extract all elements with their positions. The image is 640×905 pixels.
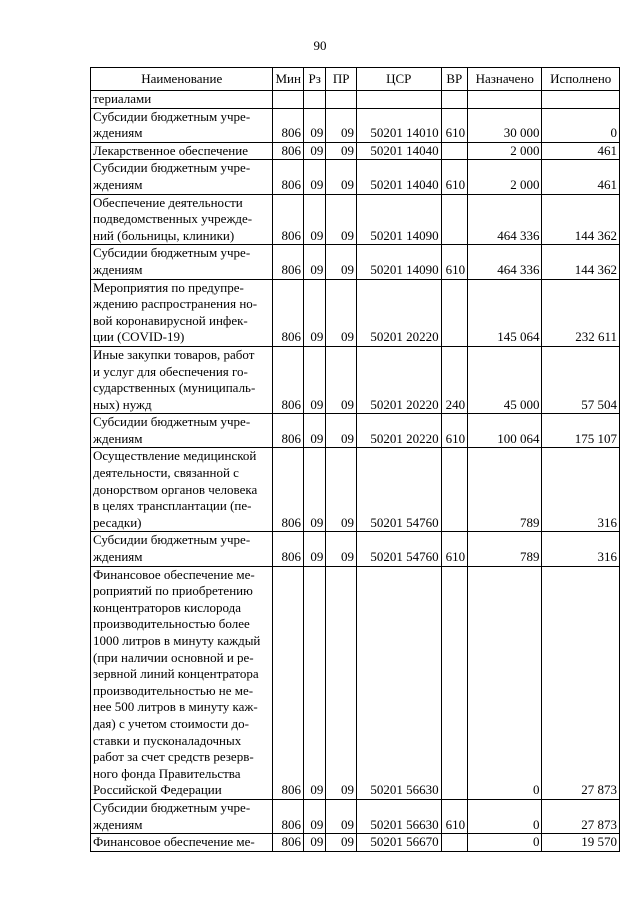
cell-isp: 144 362	[542, 245, 620, 279]
cell-isp: 27 873	[542, 566, 620, 799]
cell-min	[273, 91, 304, 109]
page-number: 90	[313, 38, 327, 53]
cell-isp: 175 107	[542, 414, 620, 448]
header-rz: Рз	[304, 68, 326, 91]
cell-min: 806	[273, 799, 304, 833]
cell-name: Финансовое обеспечение ме-	[91, 834, 273, 852]
cell-pr: 09	[326, 566, 357, 799]
cell-min: 806	[273, 142, 304, 160]
cell-vr	[441, 91, 468, 109]
table-row	[91, 279, 620, 346]
cell-vr	[441, 279, 468, 346]
cell-rz: 09	[304, 245, 326, 279]
cell-isp: 57 504	[542, 346, 620, 413]
cell-name: Субсидии бюджетным учре- ждениям	[91, 108, 273, 142]
table-row	[91, 108, 620, 142]
cell-csr: 50201 14010	[356, 108, 441, 142]
cell-vr	[441, 142, 468, 160]
cell-csr: 50201 20220	[356, 346, 441, 413]
cell-isp: 27 873	[542, 799, 620, 833]
cell-rz: 09	[304, 108, 326, 142]
table-row	[91, 160, 620, 194]
cell-csr: 50201 14090	[356, 245, 441, 279]
cell-name: Субсидии бюджетным учре- ждениям	[91, 160, 273, 194]
budget-table	[90, 67, 620, 852]
cell-min: 806	[273, 834, 304, 852]
cell-pr: 09	[326, 194, 357, 245]
cell-nazn: 145 064	[468, 279, 542, 346]
cell-isp: 0	[542, 108, 620, 142]
header-name: Наименование	[91, 68, 273, 91]
cell-pr: 09	[326, 448, 357, 532]
cell-isp: 461	[542, 142, 620, 160]
cell-name: Мероприятия по предупре- ждению распространения но- вой коронавирусной инфек- ции (COVID-19)	[91, 279, 273, 346]
table-row	[91, 799, 620, 833]
cell-nazn: 100 064	[468, 414, 542, 448]
cell-rz: 09	[304, 346, 326, 413]
cell-pr: 09	[326, 346, 357, 413]
cell-isp: 19 570	[542, 834, 620, 852]
cell-pr: 09	[326, 532, 357, 566]
cell-isp: 144 362	[542, 194, 620, 245]
cell-min: 806	[273, 346, 304, 413]
cell-nazn: 2 000	[468, 142, 542, 160]
cell-rz: 09	[304, 142, 326, 160]
cell-min: 806	[273, 532, 304, 566]
cell-pr: 09	[326, 414, 357, 448]
cell-name: Субсидии бюджетным учре- ждениям	[91, 414, 273, 448]
table-row	[91, 194, 620, 245]
cell-vr: 610	[441, 414, 468, 448]
cell-name: Лекарственное обеспечение	[91, 142, 273, 160]
cell-isp	[542, 91, 620, 109]
table-row	[91, 566, 620, 799]
cell-name: Субсидии бюджетным учре- ждениям	[91, 799, 273, 833]
table-row	[91, 532, 620, 566]
cell-nazn: 45 000	[468, 346, 542, 413]
header-min: Мин	[273, 68, 304, 91]
table-body	[91, 91, 620, 852]
cell-pr: 09	[326, 245, 357, 279]
cell-pr: 09	[326, 279, 357, 346]
cell-isp: 232 611	[542, 279, 620, 346]
header-isp: Исполнено	[542, 68, 620, 91]
cell-csr: 50201 56630	[356, 566, 441, 799]
cell-nazn: 0	[468, 834, 542, 852]
cell-csr: 50201 54760	[356, 448, 441, 532]
cell-min: 806	[273, 279, 304, 346]
cell-min: 806	[273, 108, 304, 142]
cell-min: 806	[273, 448, 304, 532]
cell-rz: 09	[304, 414, 326, 448]
cell-name: Субсидии бюджетным учре- ждениям	[91, 532, 273, 566]
cell-vr: 610	[441, 799, 468, 833]
cell-nazn: 789	[468, 532, 542, 566]
cell-nazn: 30 000	[468, 108, 542, 142]
cell-min: 806	[273, 414, 304, 448]
table-row	[91, 245, 620, 279]
cell-rz	[304, 91, 326, 109]
cell-min: 806	[273, 566, 304, 799]
cell-nazn: 2 000	[468, 160, 542, 194]
cell-csr: 50201 56670	[356, 834, 441, 852]
cell-rz: 09	[304, 194, 326, 245]
cell-pr: 09	[326, 108, 357, 142]
cell-csr: 50201 56630	[356, 799, 441, 833]
cell-vr	[441, 834, 468, 852]
header-nazn: Назначено	[468, 68, 542, 91]
cell-vr: 610	[441, 532, 468, 566]
cell-vr: 610	[441, 160, 468, 194]
cell-isp: 316	[542, 448, 620, 532]
cell-name: Обеспечение деятельности подведомственных учрежде- ний (больницы, клиники)	[91, 194, 273, 245]
cell-vr: 240	[441, 346, 468, 413]
cell-rz: 09	[304, 160, 326, 194]
cell-nazn: 464 336	[468, 194, 542, 245]
cell-min: 806	[273, 194, 304, 245]
cell-rz: 09	[304, 566, 326, 799]
cell-rz: 09	[304, 799, 326, 833]
cell-name: Финансовое обеспечение ме- роприятий по приобретению концентраторов кислорода производительностью более 1000 литров в минуту каждый (при наличии основной и ре- зервной линий концентратора производительностью не ме- нее 500 литров в минуту каж- дая) с учетом стоимости до- ставки и пусконаладочных работ за счет средств резерв- ного фонда Правительства Российской Федерации	[91, 566, 273, 799]
cell-csr: 50201 54760	[356, 532, 441, 566]
cell-isp: 316	[542, 532, 620, 566]
cell-pr: 09	[326, 799, 357, 833]
cell-csr: 50201 20220	[356, 279, 441, 346]
table-row	[91, 834, 620, 852]
cell-vr: 610	[441, 108, 468, 142]
table-header-row	[91, 68, 620, 91]
header-vr: ВР	[441, 68, 468, 91]
table-row	[91, 414, 620, 448]
cell-name: Осуществление медицинской деятельности, связанной с донорством органов человека в целях трансплантации (пе- ресадки)	[91, 448, 273, 532]
cell-rz: 09	[304, 279, 326, 346]
cell-vr	[441, 448, 468, 532]
cell-rz: 09	[304, 448, 326, 532]
cell-vr	[441, 194, 468, 245]
table-row	[91, 142, 620, 160]
cell-csr: 50201 14090	[356, 194, 441, 245]
cell-isp: 461	[542, 160, 620, 194]
cell-name: Субсидии бюджетным учре- ждениям	[91, 245, 273, 279]
cell-nazn	[468, 91, 542, 109]
cell-csr: 50201 14040	[356, 142, 441, 160]
cell-nazn: 0	[468, 799, 542, 833]
cell-pr: 09	[326, 160, 357, 194]
cell-name: териалами	[91, 91, 273, 109]
cell-min: 806	[273, 160, 304, 194]
table-row-carryover	[91, 91, 620, 109]
header-csr: ЦСР	[356, 68, 441, 91]
cell-rz: 09	[304, 532, 326, 566]
cell-vr: 610	[441, 245, 468, 279]
cell-csr	[356, 91, 441, 109]
cell-pr: 09	[326, 142, 357, 160]
cell-rz: 09	[304, 834, 326, 852]
cell-csr: 50201 14040	[356, 160, 441, 194]
header-pr: ПР	[326, 68, 357, 91]
cell-pr: 09	[326, 834, 357, 852]
cell-vr	[441, 566, 468, 799]
table-row	[91, 448, 620, 532]
cell-min: 806	[273, 245, 304, 279]
cell-nazn: 789	[468, 448, 542, 532]
cell-nazn: 464 336	[468, 245, 542, 279]
cell-name: Иные закупки товаров, работ и услуг для обеспечения го- сударственных (муниципаль- ных) нужд	[91, 346, 273, 413]
cell-csr: 50201 20220	[356, 414, 441, 448]
table-row	[91, 346, 620, 413]
cell-pr	[326, 91, 357, 109]
cell-nazn: 0	[468, 566, 542, 799]
